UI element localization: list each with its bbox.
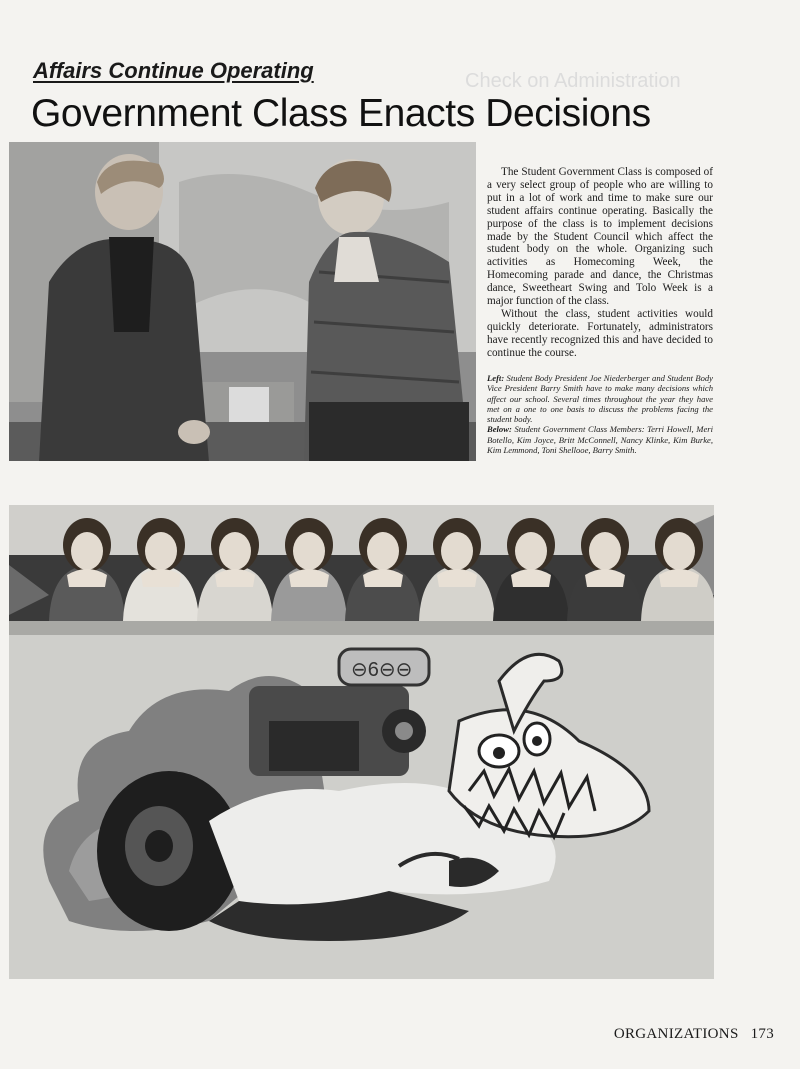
photo-students-talking-image <box>9 142 476 461</box>
caption-below-label: Below: <box>487 424 512 435</box>
photo-wall-mural <box>9 621 714 979</box>
photo-students-talking <box>9 142 476 461</box>
caption-left-text: Student Body President Joe Niederberger and Student Body Vice President Barry Smith have to make many decisions which affect our school. Several times throughout the year they have met on a one to one basis to discuss the problems facing the student body. <box>487 373 713 425</box>
photo-class-members-image <box>9 505 714 621</box>
photo-class-members <box>9 505 714 621</box>
svg-text:⊖6⊖⊖: ⊖6⊖⊖ <box>351 659 413 681</box>
page-number: 173 <box>750 1026 774 1042</box>
article-paragraph: The Student Government Class is composed of a very select group of people who are willing to put in a lot of work and time to make sure our student affairs continue operating. Basically the purpose of the class is to implement decisions made by the Student Council which affect the student body on the whole. Organizing such activities as Homecoming Week, the Homecoming parade and dance, the Christmas dance, Sweetheart Swing and Tolo Week is a major function of the class. <box>487 166 713 308</box>
photo-caption <box>487 373 713 455</box>
page-footer <box>614 1026 774 1043</box>
caption-left-label: Left: <box>487 373 505 383</box>
caption-below <box>487 424 713 455</box>
photo-wall-mural-image <box>9 621 714 979</box>
caption-below-text: Student Government Class Members: Terri Howell, Meri Botello, Kim Joyce, Britt McConnell, Nancy Klinke, Kim Burke, Kim Lemmond, Toni Shellooe, Barry Smith. <box>487 424 713 456</box>
footer-section: ORGANIZATIONS <box>613 1026 739 1042</box>
article-paragraph: Without the class, student activities would quickly deteriorate. Fortunately, administrators have recently recognized this and have decided to continue the course. <box>487 307 713 359</box>
page-title: Government Class Enacts Decisions <box>31 92 651 135</box>
kicker-heading: Affairs Continue Operating <box>33 58 314 83</box>
article-body <box>487 166 713 360</box>
bleed-through-text: Check on Administration <box>465 70 681 92</box>
caption-left <box>487 373 713 424</box>
